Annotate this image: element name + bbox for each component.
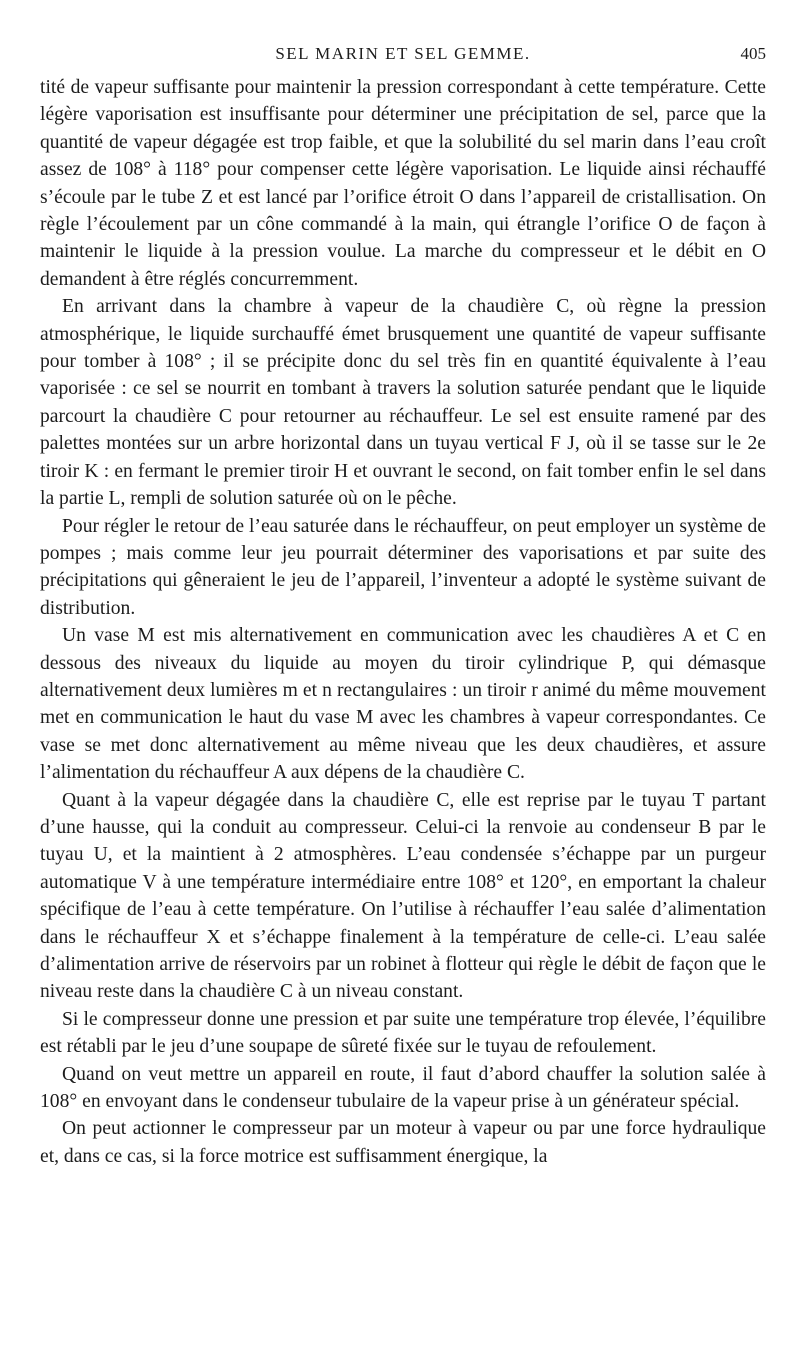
paragraph-7: Quand on veut mettre un appareil en route, il faut d’abord chauffer la solution salée à 108° en envoyant dans le condenseur tubulaire de la vapeur prise à un générateur spécial. — [40, 1063, 766, 1113]
body-text — [40, 74, 766, 1170]
paragraph-6: Si le compresseur donne une pression et par suite une température trop élevée, l’équilibre est rétabli par le jeu d’une soupape de sûreté fixée sur le tuyau de refoulement. — [40, 1008, 766, 1058]
paragraph-3: Pour régler le retour de l’eau saturée dans le réchauffeur, on peut employer un système de pompes ; mais comme leur jeu pourrait déterminer des vaporisations et par suite des précipitations qui gêneraient le jeu de l’appareil, l’inventeur a adopté le système suivant de distribution. — [40, 515, 766, 619]
paragraph-4: Un vase M est mis alternativement en communication avec les chaudières A et C en dessous des niveaux du liquide au moyen du tiroir cylindrique P, qui démasque alternativement deux lumières m et n rectangulaires : un tiroir r animé du même mouvement met en communication le haut du vase M avec les chambres à vapeur correspondantes. Ce vase se met donc alternativement au même niveau que les deux chaudières, et assure l’alimentation du réchauffeur A aux dépens de la chaudière C. — [40, 625, 766, 784]
paragraph-5: Quant à la vapeur dégagée dans la chaudière C, elle est reprise par le tuyau T partant d’une hausse, qui la conduit au compresseur. Celui-ci la renvoie au condenseur B par le tuyau U, et la maintient à 2 atmosphères. L’eau condensée s’échappe par un purgeur automatique V à une température intermédiaire entre 108° et 120°, en emportant la chaleur spécifique de l’eau à cette température. On l’utilise à réchauffer l’eau salée d’alimentation dans le réchauffeur X et s’échappe finalement à la température de celle-ci. L’eau salée d’alimentation arrive de réservoirs par un robinet à flotteur qui règle le débit de façon que le niveau reste dans la chaudière C à un niveau constant. — [40, 789, 766, 1003]
page-number: 405 — [740, 44, 766, 63]
running-title: SEL MARIN ET SEL GEMME. — [275, 44, 531, 63]
paragraph-1: tité de vapeur suffisante pour maintenir la pression correspondant à cette température. Cette légère vaporisation est insuffisante pour déterminer une précipitation de sel, parce que la quantité de vapeur dégagée est trop faible, et que la solubilité du sel marin dans l’eau croît assez de 108° à 118° pour compenser cette légère vaporisation. Le liquide ainsi réchauffé s’écoule par le tube Z et est lancé par l’orifice étroit O dans l’appareil de cristallisation. On règle l’écoulement par un cône commandé à la main, qui étrangle l’orifice O de façon à maintenir le liquide à la pression voulue. La marche du compresseur et le débit en O demandent à être réglés concurremment. — [40, 77, 766, 290]
paragraph-2: En arrivant dans la chambre à vapeur de la chaudière C, où règne la pression atmosphérique, le liquide surchauffé émet brusquement une quantité de vapeur suffisante pour tomber à 108° ; il se précipite donc du sel très fin en quantité équivalente à l’eau vaporisée : ce sel se nourrit en tombant à travers la solution saturée pendant que le liquide parcourt la chaudière C pour retourner au réchauffeur. Le sel est ensuite ramené par des palettes montées sur un arbre horizontal dans un tuyau vertical F J, où il se tasse sur le 2e tiroir K : en fermant le premier tiroir H et ouvrant le second, on fait tomber enfin le sel dans la partie L, rempli de solution saturée où on le pêche. — [40, 296, 766, 510]
paragraph-8: On peut actionner le compresseur par un moteur à vapeur ou par une force hydraulique et, dans ce cas, si la force motrice est suffisamment énergique, la — [40, 1118, 766, 1167]
page-header — [40, 44, 766, 74]
